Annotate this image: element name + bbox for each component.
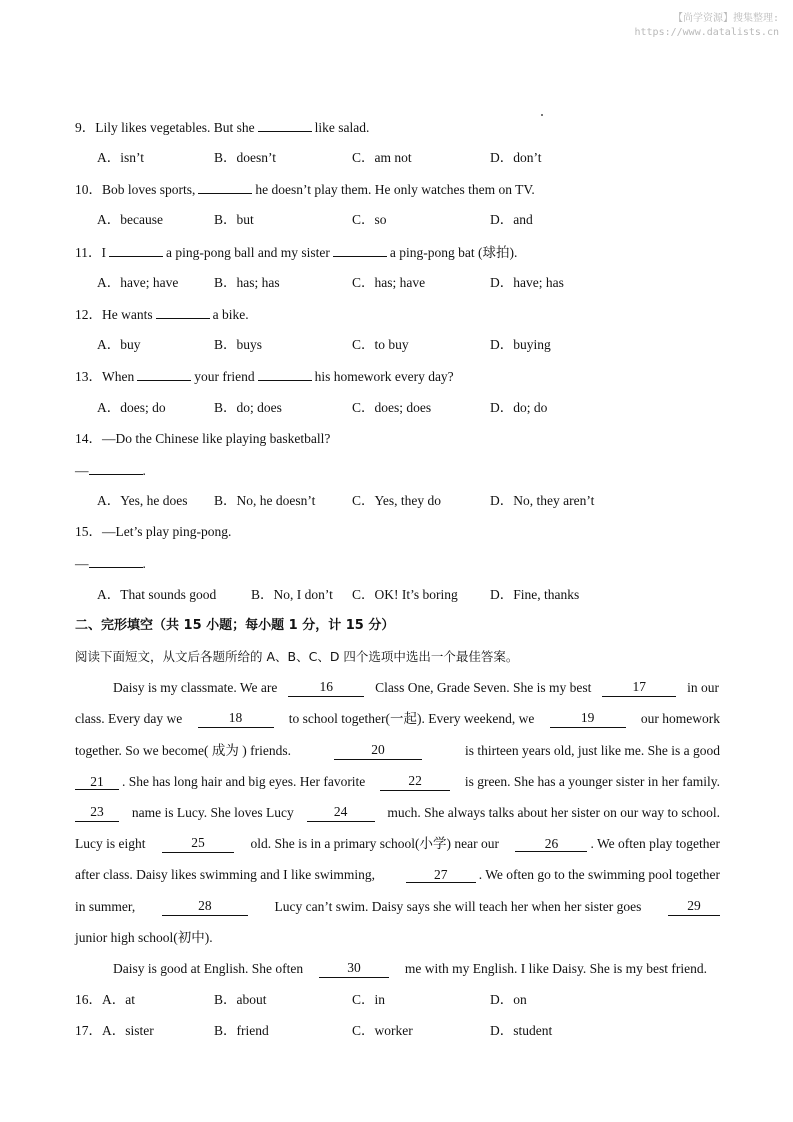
period: .	[142, 556, 146, 571]
blank-28: 28	[162, 898, 248, 916]
option-d[interactable]: D．on	[490, 992, 527, 1007]
option-c[interactable]: C．to buy	[352, 337, 409, 352]
question-10-stem	[75, 180, 720, 199]
passage-text: class. Every day we	[75, 711, 183, 726]
passage-text: . We often play together	[590, 836, 720, 851]
answer-blank	[137, 367, 191, 381]
question-number: 15．	[75, 524, 102, 539]
passage-line-2	[75, 710, 720, 728]
stem-text: —Let’s play ping-pong.	[102, 524, 232, 539]
option-b[interactable]: B．buys	[214, 337, 263, 352]
blank-17: 17	[602, 679, 676, 697]
question-number: 14．	[75, 431, 102, 446]
question-15-reply	[75, 554, 720, 573]
option-a[interactable]: A．because	[97, 212, 163, 227]
blank-30: 30	[319, 960, 389, 978]
dash: —	[75, 556, 89, 571]
answer-blank	[109, 243, 163, 257]
passage-text: old. She is in a primary school(小学) near our	[250, 836, 500, 851]
blank-26: 26	[515, 836, 587, 852]
passage-text: together. So we become(	[75, 743, 209, 758]
stem-text: He wants	[102, 307, 153, 322]
option-b[interactable]: B．about	[214, 992, 267, 1007]
answer-blank	[89, 554, 143, 568]
passage-line-10	[113, 960, 707, 978]
passage-line-6	[75, 835, 720, 853]
option-c[interactable]: C．am not	[352, 150, 412, 165]
passage-line-1	[113, 679, 719, 697]
option-b[interactable]: B．friend	[214, 1023, 269, 1038]
option-c[interactable]: C．does; does	[352, 400, 432, 415]
stem-text: his homework every day?	[314, 369, 454, 384]
question-11-stem	[75, 243, 720, 262]
question-number: 11．	[75, 245, 102, 260]
section-instruction: 阅读下面短文，从文后各题所给的 A、B、C、D 四个选项中选出一个最佳答案。	[75, 649, 519, 664]
stem-text: like salad.	[314, 120, 370, 135]
passage-text: junior high school(初中).	[75, 930, 213, 945]
option-b[interactable]: B．has; has	[214, 275, 280, 290]
question-number: 10．	[75, 182, 102, 197]
blank-25: 25	[162, 835, 234, 853]
watermark	[635, 12, 780, 40]
passage-text: Lucy can’t swim. Daisy says she will teach her when her sister goes	[274, 899, 642, 914]
option-c[interactable]: C．worker	[352, 1023, 413, 1038]
option-d[interactable]: D．buying	[490, 337, 551, 352]
blank-18: 18	[198, 710, 274, 728]
cloze-question-17	[75, 1022, 720, 1040]
stem-text: he doesn’t play them. He only watches them on TV.	[255, 182, 535, 197]
option-b[interactable]: B．No, he doesn’t	[214, 493, 316, 508]
question-15-stem	[75, 523, 720, 541]
option-b[interactable]: B．but	[214, 212, 254, 227]
question-number: 13．	[75, 369, 102, 384]
stray-dot	[541, 114, 543, 116]
option-d[interactable]: D．No, they aren’t	[490, 493, 595, 508]
passage-text: is green. She has a younger sister in her family.	[464, 774, 720, 789]
answer-blank	[258, 118, 312, 132]
passage-text: to school together(一起). Every weekend, we	[288, 711, 535, 726]
answer-blank	[156, 305, 210, 319]
answer-blank	[258, 367, 312, 381]
passage-line-4	[75, 773, 720, 791]
option-d[interactable]: D．Fine, thanks	[490, 587, 580, 602]
blank-24: 24	[307, 804, 375, 822]
option-a[interactable]: A．does; do	[97, 400, 166, 415]
question-number: 16．	[75, 992, 102, 1007]
cloze-question-16	[75, 991, 720, 1009]
question-12-stem	[75, 305, 720, 324]
passage-text: in summer,	[75, 899, 136, 914]
blank-23: 23	[75, 804, 119, 822]
blank-16: 16	[288, 679, 364, 697]
option-d[interactable]: D．do; do	[490, 400, 548, 415]
answer-blank	[198, 180, 252, 194]
passage-text: in our	[687, 680, 719, 695]
passage-text: is thirteen years old, just like me. She is a good	[465, 743, 720, 758]
blank-19: 19	[550, 710, 626, 728]
option-b[interactable]: B．No, I don’t	[251, 587, 333, 602]
passage-line-5	[75, 804, 720, 822]
passage-text: . We often go to the swimming pool together	[478, 867, 720, 882]
blank-20: 20	[334, 742, 422, 760]
option-d[interactable]: D．don’t	[490, 150, 542, 165]
option-a[interactable]: A．isn’t	[97, 150, 145, 165]
stem-text: Lily likes vegetables. But she	[95, 120, 255, 135]
option-c[interactable]: C．OK! It’s boring	[352, 587, 458, 602]
passage-text: Lucy is eight	[75, 836, 146, 851]
passage-line-3	[75, 742, 720, 760]
dash: —	[75, 463, 89, 478]
stem-text: a ping-pong ball and my sister	[166, 245, 330, 260]
passage-text: name is Lucy. She loves Lucy	[131, 805, 294, 820]
question-14-stem	[75, 430, 720, 448]
option-a[interactable]: A．sister	[102, 1023, 154, 1038]
option-b[interactable]: B．do; does	[214, 400, 282, 415]
passage-text: our homework	[640, 711, 720, 726]
passage-text: Daisy is my classmate. We are	[113, 680, 278, 695]
stem-text: a ping-pong bat (球拍).	[389, 245, 518, 260]
question-13-stem	[75, 367, 720, 386]
option-a[interactable]: A．buy	[97, 337, 141, 352]
stem-text: When	[102, 369, 135, 384]
blank-22: 22	[380, 773, 450, 791]
question-number: 9．	[75, 120, 96, 135]
passage-text: Class One, Grade Seven. She is my best	[375, 680, 592, 695]
option-a[interactable]: A．have; have	[97, 275, 179, 290]
answer-blank	[333, 243, 387, 257]
option-d[interactable]: D．student	[490, 1023, 553, 1038]
option-d[interactable]: D．and	[490, 212, 533, 227]
passage-text: Daisy is good at English. She often	[113, 961, 304, 976]
option-a[interactable]: A．That sounds good	[97, 587, 217, 602]
passage-text: ) friends.	[242, 743, 291, 758]
passage-line-8	[75, 898, 720, 916]
passage-line-7	[75, 866, 720, 884]
question-number: 12．	[75, 307, 102, 322]
passage-text: 成为	[211, 743, 239, 758]
option-b[interactable]: B．doesn’t	[214, 150, 277, 165]
option-a[interactable]: A．Yes, he does	[97, 493, 188, 508]
blank-21: 21	[75, 774, 119, 790]
passage-text: . She has long hair and big eyes. Her favorite	[122, 774, 366, 789]
blank-27: 27	[406, 867, 476, 883]
answer-blank	[89, 461, 143, 475]
stem-text: a bike.	[212, 307, 249, 322]
passage-line-9	[75, 929, 720, 947]
option-c[interactable]: C．in	[352, 992, 386, 1007]
section-heading: 二、完形填空（共 15 小题；每小题 1 分，计 15 分）	[75, 618, 395, 633]
stem-text: —Do the Chinese like playing basketball?	[102, 431, 331, 446]
period: .	[142, 463, 146, 478]
passage-text: after class. Daisy likes swimming and I like swimming,	[75, 867, 375, 882]
question-9-stem	[75, 118, 720, 137]
option-c[interactable]: C．Yes, they do	[352, 493, 442, 508]
watermark-title: 【尚学资源】搜集整理:	[672, 13, 779, 24]
passage-text: much. She always talks about her sister on our way to school.	[387, 805, 720, 820]
watermark-url: https://www.datalists.cn	[634, 27, 779, 38]
stem-text: your friend	[194, 369, 255, 384]
question-number: 17．	[75, 1023, 102, 1038]
option-c[interactable]: C．has; have	[352, 275, 426, 290]
option-c[interactable]: C．so	[352, 212, 387, 227]
blank-29: 29	[668, 898, 720, 916]
stem-text: I	[101, 245, 106, 260]
option-a[interactable]: A．at	[102, 992, 135, 1007]
stem-text: Bob loves sports,	[102, 182, 196, 197]
question-14-reply	[75, 461, 720, 480]
passage-text: me with my English. I like Daisy. She is my best friend.	[404, 961, 707, 976]
option-d[interactable]: D．have; has	[490, 275, 564, 290]
